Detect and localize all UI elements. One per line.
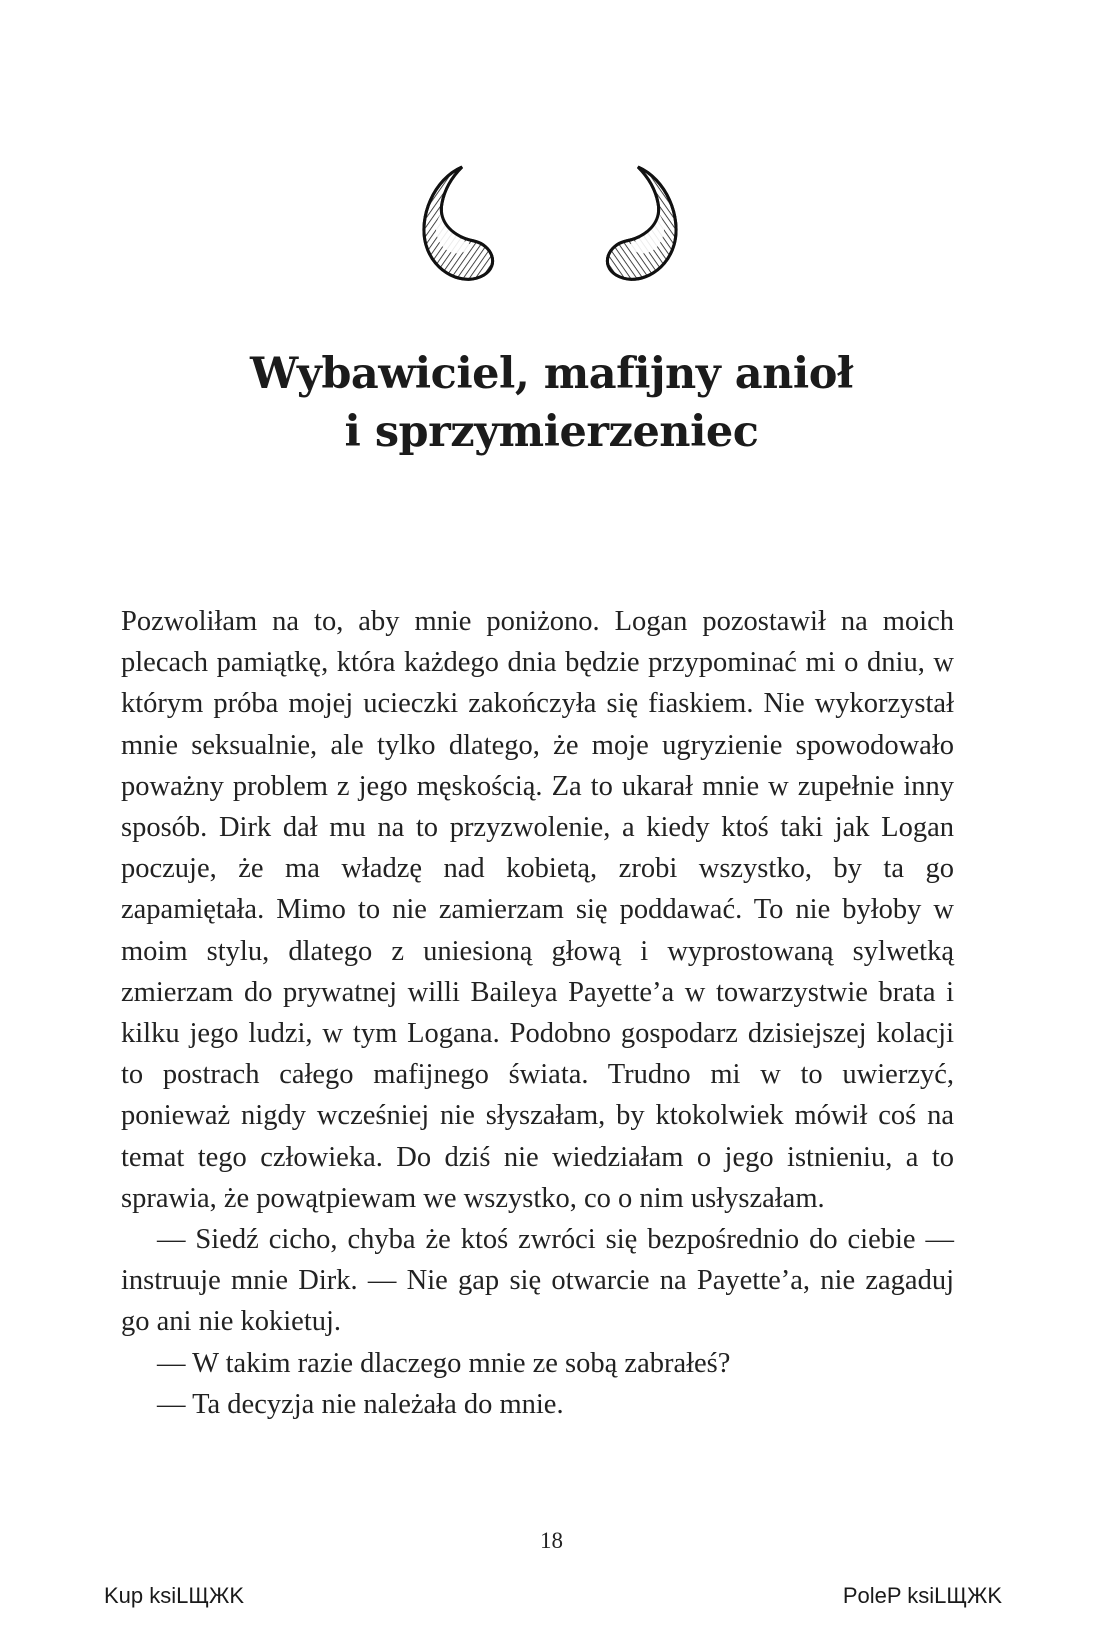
chapter-title (0, 345, 1103, 461)
body-text (121, 601, 954, 1425)
dialog-line: — Siedź cicho, chyba że ktoś zwróci się bezpośrednio do ciebie — instruuje mnie Dirk. — Nie gap się otwarcie na Payette’a, nie zagaduj go ani nie kokietuj. (121, 1224, 954, 1338)
dialog-line: — W takim razie dlaczego mnie ze sobą zabrałeś? (157, 1347, 731, 1379)
buy-book-link[interactable]: Kup ksiLЩЖK (104, 1583, 244, 1608)
narrative-paragraph: Pozwoliłam na to, aby mnie poniżono. Logan pozostawił na moich plecach pamiątkę, która każdego dnia będzie przypominać mi o dniu, w którym próba mojej ucieczki zakończyła się fiaskiem. Nie wykorzystał mnie seksualnie, ale tylko dlatego, że moje ugryzienie spowodowało poważny problem z jego męskością. Za to ukarał mnie w zupełnie inny sposób. Dirk dał mu na to przyzwolenie, a kiedy ktoś taki jak Logan poczuje, że ma władzę nad kobietą, zrobi wszystko, by ta go zapamiętała. Mimo to nie zamierzam się poddawać. To nie byłoby w moim stylu, dlatego z uniesioną głową i wyprostowaną sylwetką zmierzam do prywatnej willi Baileya Payette’a w towarzystwie brata i kilku jego ludzi, w tym Logana. Podobno gospodarz dzisiejszej kolacji to postrach całego mafijnego świata. Trudno mi w to uwierzyć, ponieważ nigdy wcześniej nie słyszałam, by ktokolwiek mówił coś na temat tego człowieka. Do dziś nie wiedziałam o jego istnieniu, a to sprawia, że powątpiewam we wszystko, co o nim usłyszałam. (121, 606, 954, 1214)
page-number: 18 (540, 1528, 563, 1553)
left-horn-icon (424, 167, 493, 279)
chapter-title-line-2: i sprzymierzeniec (344, 407, 759, 457)
right-horn-icon (607, 167, 676, 279)
dialog-line: — Ta decyzja nie należała do mnie. (157, 1388, 564, 1420)
horns-ornament-icon (420, 165, 680, 295)
chapter-title-line-1: Wybawiciel, mafijny anioł (250, 349, 853, 399)
recommend-book-link[interactable]: PoleP ksiLЩЖK (842, 1583, 1002, 1608)
